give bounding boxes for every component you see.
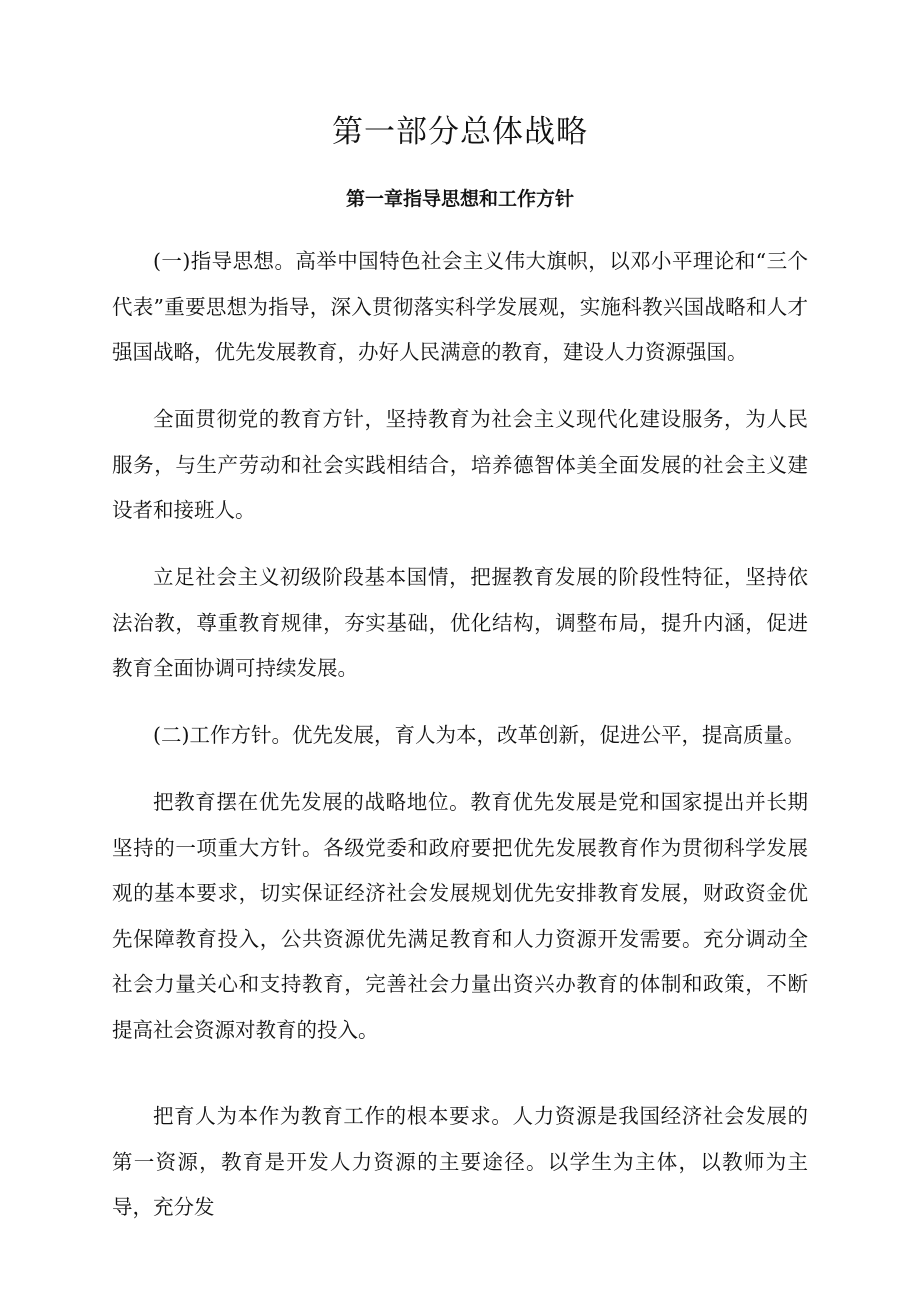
paragraph-work-guidelines: (二)工作方针。优先发展，育人为本，改革创新，促进公平，提高质量。: [153, 723, 805, 747]
paragraph-national-conditions: 立足社会主义初级阶段基本国情，把握教育发展的阶段性特征，坚持依法治教，尊重教育规律，夯实基础，优化结构，调整布局，提升内涵，促进教育全面协调可持续发展。: [112, 565, 808, 680]
paragraph-people-oriented: 把育人为本作为教育工作的根本要求。人力资源是我国经济社会发展的第一资源，教育是开发人力资源的主要途径。以学生为主体，以教师为主导，充分发: [112, 1104, 808, 1219]
paragraph-education-policy: 全面贯彻党的教育方针，坚持教育为社会主义现代化建设服务，为人民服务，与生产劳动和社会实践相结合，培养德智体美全面发展的社会主义建设者和接班人。: [112, 407, 808, 522]
part-title: 第一部分总体战略: [332, 114, 588, 150]
paragraph-guiding-ideology: (一)指导思想。高举中国特色社会主义伟大旗帜，以邓小平理论和“三个代表”重要思想为指导，深入贯彻落实科学发展观，实施科教兴国战略和人才强国战略，优先发展教育，办好人民满意的教育，建设人力资源强国。: [112, 249, 808, 364]
paragraph-priority-development: 把教育摆在优先发展的战略地位。教育优先发展是党和国家提出并长期坚持的一项重大方针。各级党委和政府要把优先发展教育作为贯彻科学发展观的基本要求，切实保证经济社会发展规划优先安排教育发展，财政资金优先保障教育投入，公共资源优先满足教育和人力资源开发需要。充分调动全社会力量关心和支持教育，完善社会力量出资兴办教育的体制和政策，不断提高社会资源对教育的投入。: [112, 790, 808, 1042]
chapter-title: 第一章指导思想和工作方针: [345, 188, 574, 210]
